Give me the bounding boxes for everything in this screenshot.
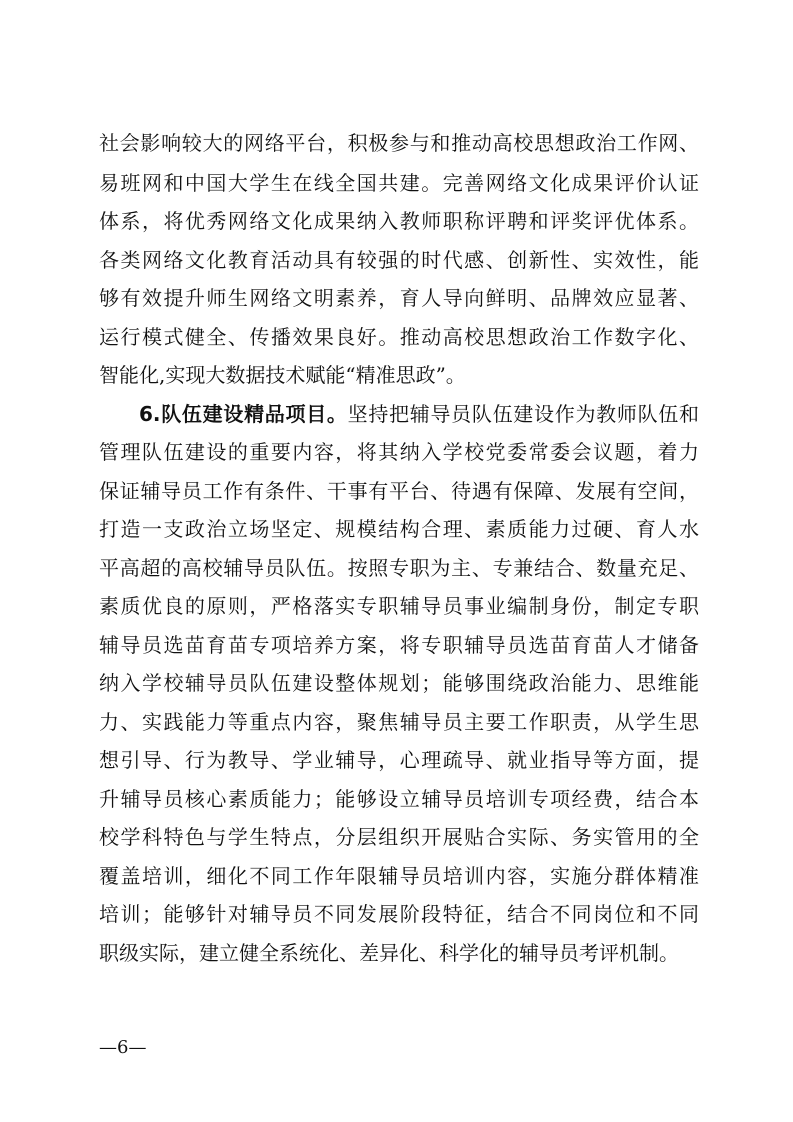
heading-line-rest: 坚持把辅导员队伍建设作为教师队伍和 [347, 402, 699, 426]
paragraph-line: 社会影响较大的网络平台，积极参与和推动高校思想政治工作网、 [99, 131, 699, 155]
paragraph-line: 管理队伍建设的重要内容，将其纳入学校党委常委会议题，着力 [99, 440, 699, 464]
paragraph-line: 想引导、行为教导、学业辅导，心理疏导、就业指导等方面，提 [99, 748, 699, 772]
paragraph-line: 职级实际，建立健全系统化、差异化、科学化的辅导员考评机制。 [99, 941, 679, 965]
paragraph-line: 各类网络文化教育活动具有较强的时代感、创新性、实效性，能 [99, 248, 699, 272]
paragraph-line: 纳入学校辅导员队伍建设整体规划；能够围绕政治能力、思维能 [99, 671, 699, 695]
paragraph-line: 保证辅导员工作有条件、干事有平台、待遇有保障、发展有空间， [99, 479, 699, 503]
paragraph-line: 体系，将优秀网络文化成果纳入教师职称评聘和评奖评优体系。 [99, 209, 699, 233]
paragraph-line: 够有效提升师生网络文明素养，育人导向鲜明、品牌效应显著、 [99, 286, 699, 310]
paragraph-line: 运行模式健全、传播效果良好。推动高校思想政治工作数字化、 [99, 325, 699, 349]
section-heading-line [139, 394, 699, 434]
paragraph-line: 易班网和中国大学生在线全国共建。完善网络文化成果评价认证 [99, 171, 699, 195]
paragraph-line: 覆盖培训，细化不同工作年限辅导员培训内容，实施分群体精准 [99, 864, 699, 888]
paragraph-line: 打造一支政治立场坚定、规模结构合理、素质能力过硬、育人水 [99, 517, 699, 541]
paragraph-line: 素质优良的原则，严格落实专职辅导员事业编制身份，制定专职 [99, 594, 699, 618]
paragraph-line: 力、实践能力等重点内容，聚焦辅导员主要工作职责，从学生思 [99, 710, 699, 734]
paragraph-line: 平高超的高校辅导员队伍。按照专职为主、专兼结合、数量充足、 [99, 556, 699, 580]
paragraph-line: 智能化,实现大数据技术赋能“精准思政”。 [99, 363, 466, 387]
paragraph-line: 辅导员选苗育苗专项培养方案，将专职辅导员选苗育苗人才储备 [99, 633, 699, 657]
section-heading: 6.队伍建设精品项目。 [139, 402, 348, 426]
paragraph-line: 升辅导员核心素质能力；能够设立辅导员培训专项经费，结合本 [99, 787, 699, 811]
paragraph-line: 培训；能够针对辅导员不同发展阶段特征，结合不同岗位和不同 [99, 902, 699, 926]
page-number: —6— [99, 1037, 147, 1058]
paragraph-line: 校学科特色与学生特点，分层组织开展贴合实际、务实管用的全 [99, 825, 699, 849]
